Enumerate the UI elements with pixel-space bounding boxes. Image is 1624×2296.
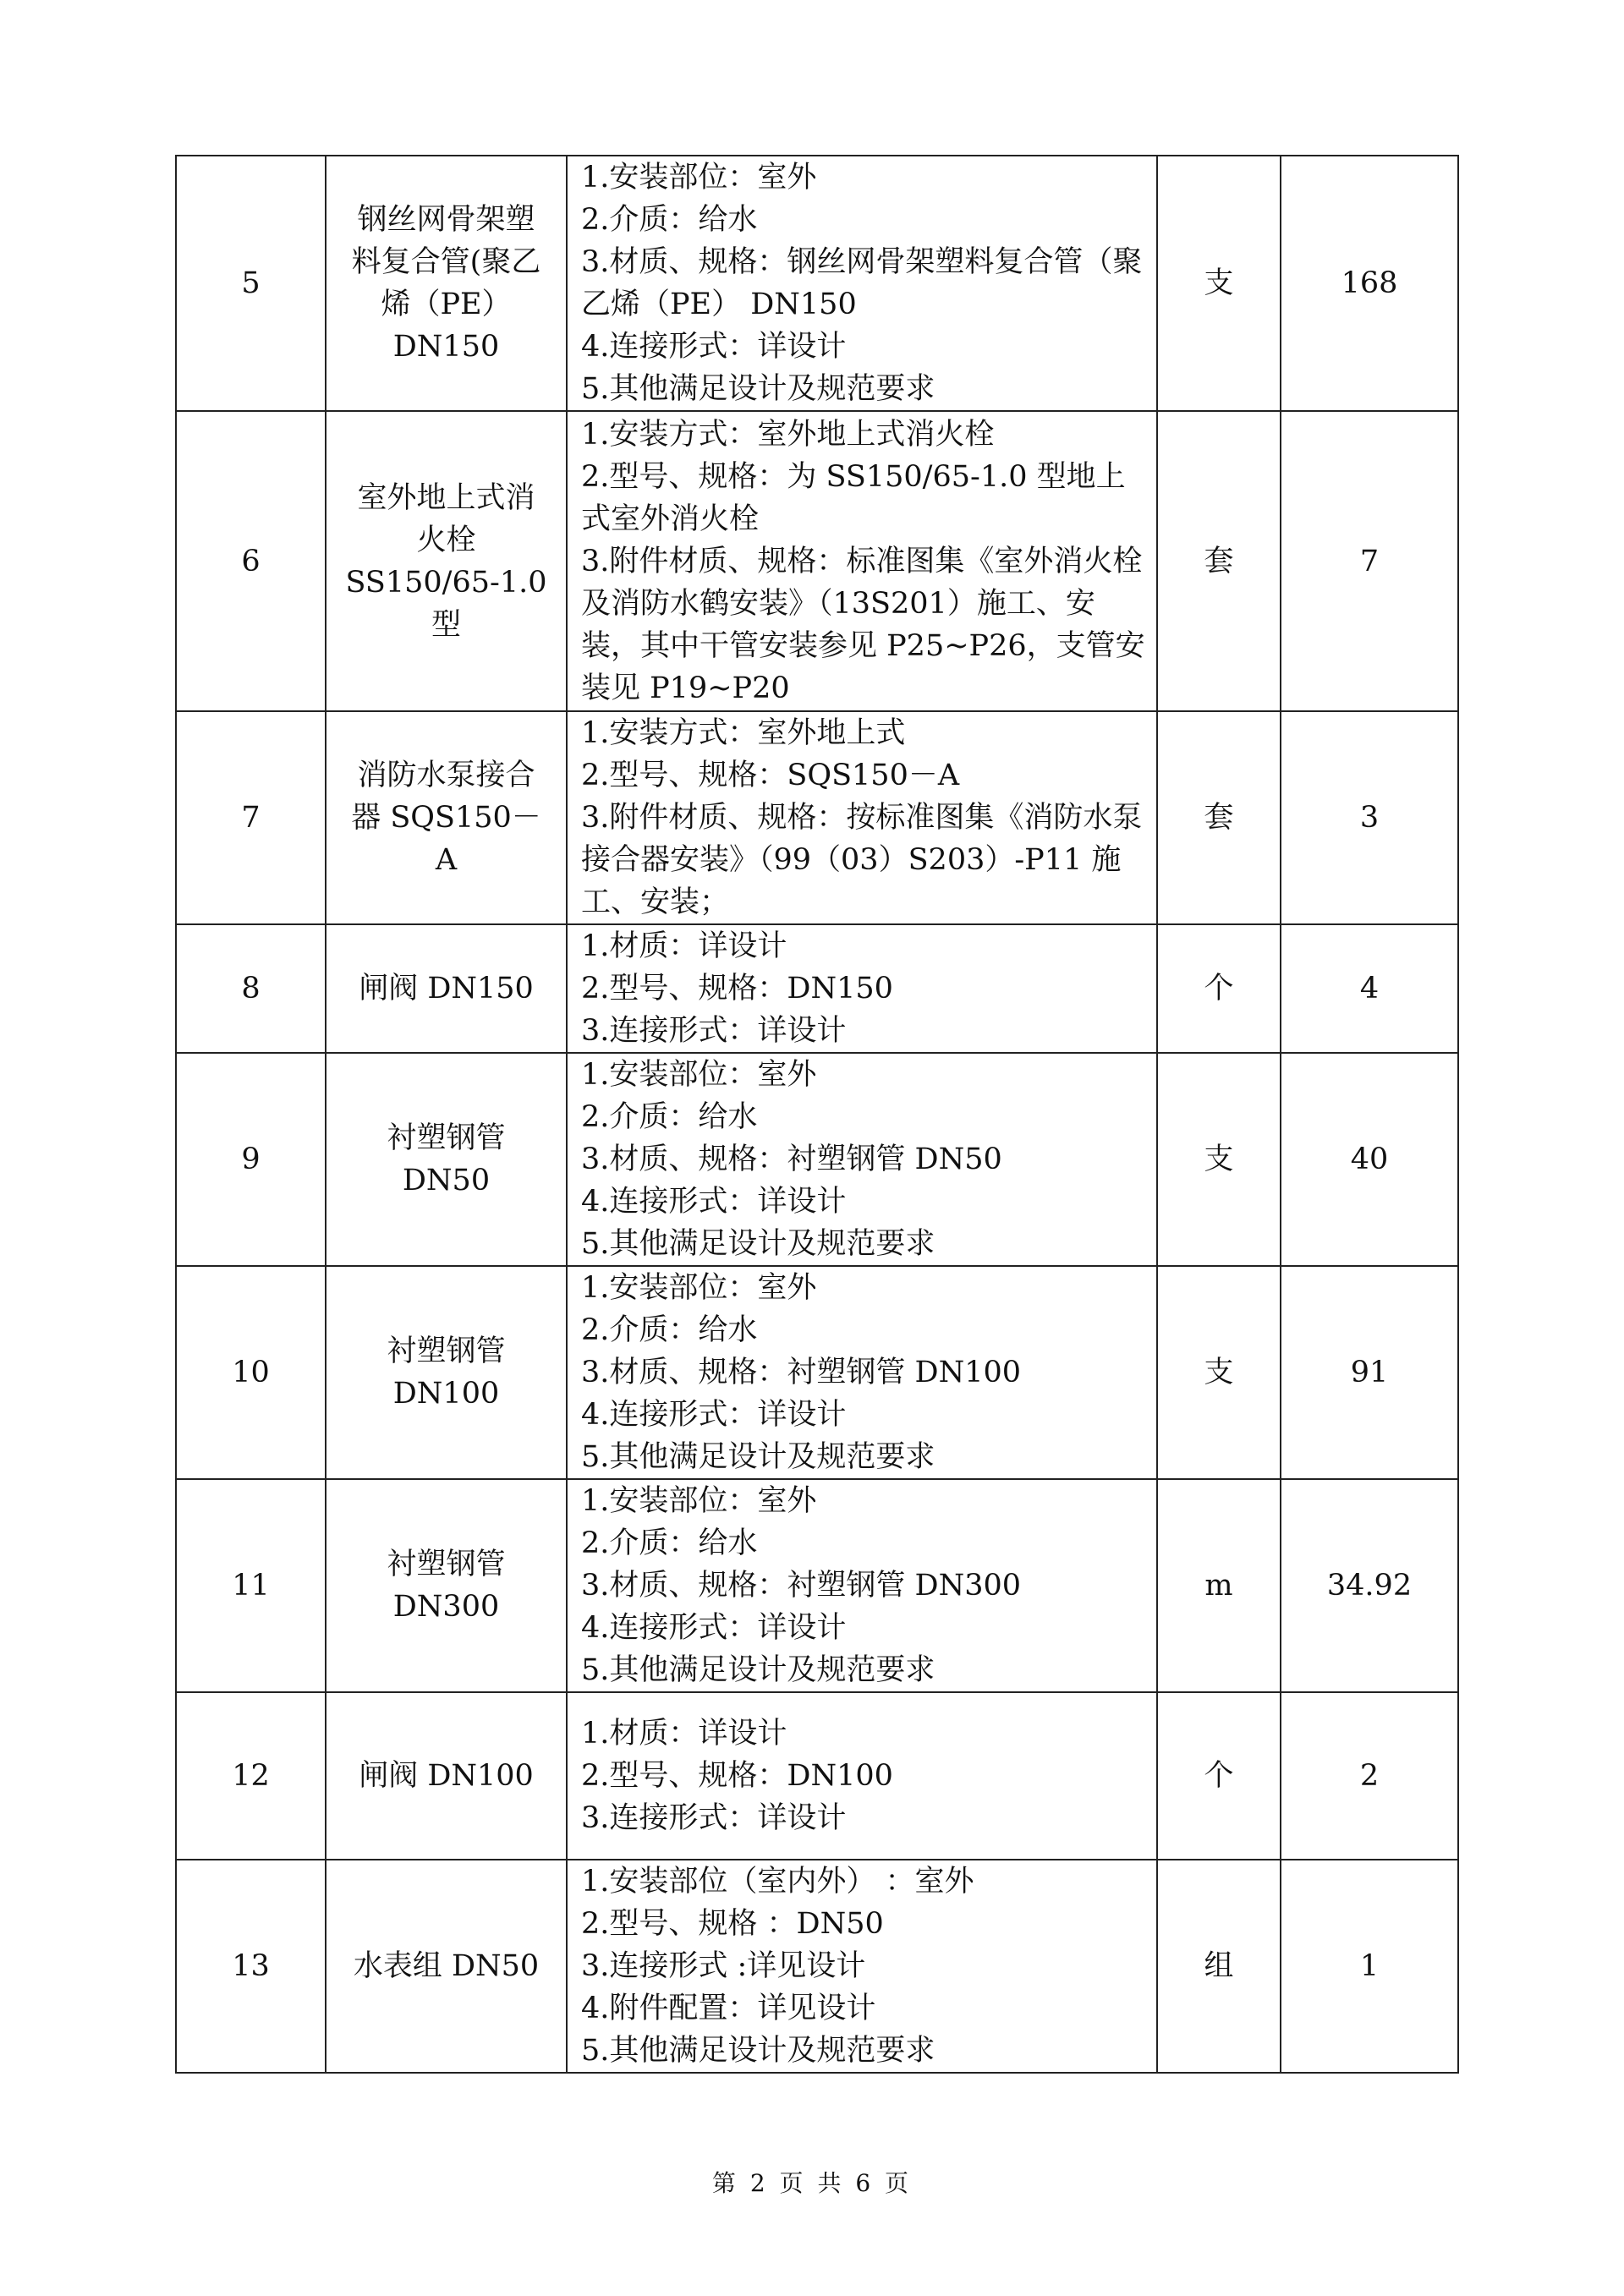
row-number: 13 bbox=[176, 1860, 326, 2073]
item-unit: 个 bbox=[1157, 1692, 1281, 1860]
table-body bbox=[176, 156, 1458, 2073]
table-row bbox=[176, 411, 1458, 711]
description-line: 3.材质、规格：衬塑钢管 DN300 bbox=[581, 1569, 1022, 1603]
description-line: 3.材质、规格：钢丝网骨架塑料复合管（聚乙烯（PE） DN150 bbox=[581, 245, 1143, 321]
description-line: 5.其他满足设计及规范要求 bbox=[581, 372, 935, 406]
description-line: 1.材质：详设计 bbox=[581, 1717, 787, 1751]
description-line: 1.安装部位：室外 bbox=[581, 1058, 817, 1092]
description-line: 3.连接形式 :详见设计 bbox=[581, 1949, 866, 1983]
table-row bbox=[176, 924, 1458, 1053]
description-line: 1.安装部位：室外 bbox=[581, 161, 817, 195]
description-line: 5.其他满足设计及规范要求 bbox=[581, 1440, 935, 1474]
item-quantity: 34.92 bbox=[1281, 1479, 1458, 1692]
description-line: 3.连接形式：详设计 bbox=[581, 1014, 847, 1048]
table-row bbox=[176, 1860, 1458, 2073]
item-unit: 套 bbox=[1157, 711, 1281, 924]
description-line: 2.型号、规格：SQS150－A bbox=[581, 759, 960, 792]
description-line: 2.介质：给水 bbox=[581, 1313, 758, 1347]
description-line: 2.型号、规格：DN150 bbox=[581, 972, 893, 1006]
description-line: 3.材质、规格：衬塑钢管 DN100 bbox=[581, 1356, 1022, 1389]
item-name: 衬塑钢管 DN50 bbox=[326, 1053, 567, 1266]
description-line: 4.连接形式：详设计 bbox=[581, 1398, 847, 1432]
description-line: 5.其他满足设计及规范要求 bbox=[581, 2034, 935, 2068]
description-line: 3.附件材质、规格：标准图集《室外消火栓及消防水鹤安装》（13S201）施工、安装，其中干管安装参见 P25~P26，支管安装见 P19~P20 bbox=[581, 544, 1145, 705]
description-line: 1.安装方式：室外地上式消火栓 bbox=[581, 417, 995, 452]
description-line: 2.介质：给水 bbox=[581, 1526, 758, 1560]
table-row bbox=[176, 156, 1458, 411]
item-unit: 支 bbox=[1157, 1053, 1281, 1266]
item-name: 衬塑钢管 DN300 bbox=[326, 1479, 567, 1692]
item-quantity: 3 bbox=[1281, 711, 1458, 924]
item-description bbox=[567, 1860, 1157, 2073]
description-line: 1.安装部位（室内外） ：室外 bbox=[581, 1865, 974, 1899]
row-number: 12 bbox=[176, 1692, 326, 1860]
item-description bbox=[567, 924, 1157, 1053]
description-line: 4.附件配置：详见设计 bbox=[581, 1992, 876, 2025]
item-description bbox=[567, 411, 1157, 711]
description-line: 2.介质：给水 bbox=[581, 203, 758, 237]
item-quantity: 4 bbox=[1281, 924, 1458, 1053]
item-unit: 支 bbox=[1157, 1266, 1281, 1479]
row-number: 8 bbox=[176, 924, 326, 1053]
item-unit: 组 bbox=[1157, 1860, 1281, 2073]
description-line: 3.附件材质、规格：按标准图集《消防水泵接合器安装》（99（03）S203）-P11 施工、安装； bbox=[581, 801, 1143, 919]
item-description bbox=[567, 1479, 1157, 1692]
item-name: 水表组 DN50 bbox=[326, 1860, 567, 2073]
row-number: 7 bbox=[176, 711, 326, 924]
description-line: 1.安装部位：室外 bbox=[581, 1271, 817, 1305]
item-name: 消防水泵接合器 SQS150－A bbox=[326, 711, 567, 924]
table-row bbox=[176, 1692, 1458, 1860]
item-description bbox=[567, 1692, 1157, 1860]
row-number: 10 bbox=[176, 1266, 326, 1479]
bill-of-quantities-table bbox=[175, 155, 1459, 2074]
description-line: 2.介质：给水 bbox=[581, 1100, 758, 1134]
row-number: 6 bbox=[176, 411, 326, 711]
row-number: 5 bbox=[176, 156, 326, 411]
item-quantity: 168 bbox=[1281, 156, 1458, 411]
description-line: 4.连接形式：详设计 bbox=[581, 330, 847, 364]
description-line: 1.安装方式：室外地上式 bbox=[581, 716, 906, 750]
description-line: 4.连接形式：详设计 bbox=[581, 1185, 847, 1219]
description-line: 2.型号、规格 ：DN50 bbox=[581, 1907, 884, 1941]
description-line: 4.连接形式：详设计 bbox=[581, 1611, 847, 1645]
description-line: 3.材质、规格：衬塑钢管 DN50 bbox=[581, 1143, 1002, 1176]
table-row bbox=[176, 1479, 1458, 1692]
item-name: 钢丝网骨架塑料复合管(聚乙烯（PE） DN150 bbox=[326, 156, 567, 411]
description-line: 2.型号、规格：DN100 bbox=[581, 1759, 893, 1793]
item-description bbox=[567, 1053, 1157, 1266]
item-quantity: 91 bbox=[1281, 1266, 1458, 1479]
item-quantity: 7 bbox=[1281, 411, 1458, 711]
item-name: 闸阀 DN150 bbox=[326, 924, 567, 1053]
item-name: 衬塑钢管 DN100 bbox=[326, 1266, 567, 1479]
table-row bbox=[176, 1053, 1458, 1266]
item-description bbox=[567, 156, 1157, 411]
description-line: 5.其他满足设计及规范要求 bbox=[581, 1227, 935, 1261]
item-quantity: 2 bbox=[1281, 1692, 1458, 1860]
description-line: 5.其他满足设计及规范要求 bbox=[581, 1653, 935, 1687]
item-unit: 个 bbox=[1157, 924, 1281, 1053]
row-number: 9 bbox=[176, 1053, 326, 1266]
row-number: 11 bbox=[176, 1479, 326, 1692]
item-unit: 支 bbox=[1157, 156, 1281, 411]
description-line: 3.连接形式：详设计 bbox=[581, 1801, 847, 1835]
item-name: 室外地上式消火栓 SS150/65-1.0型 bbox=[326, 411, 567, 711]
item-quantity: 40 bbox=[1281, 1053, 1458, 1266]
page-footer: 第 2 页 共 6 页 bbox=[711, 2169, 913, 2197]
item-description bbox=[567, 711, 1157, 924]
item-quantity: 1 bbox=[1281, 1860, 1458, 2073]
description-line: 1.材质：详设计 bbox=[581, 929, 787, 963]
description-line: 1.安装部位：室外 bbox=[581, 1484, 817, 1518]
table-row bbox=[176, 711, 1458, 924]
item-name: 闸阀 DN100 bbox=[326, 1692, 567, 1860]
item-description bbox=[567, 1266, 1157, 1479]
table-row bbox=[176, 1266, 1458, 1479]
description-line: 2.型号、规格：为 SS150/65-1.0 型地上式室外消火栓 bbox=[581, 459, 1126, 536]
item-unit: m bbox=[1157, 1479, 1281, 1692]
item-unit: 套 bbox=[1157, 411, 1281, 711]
